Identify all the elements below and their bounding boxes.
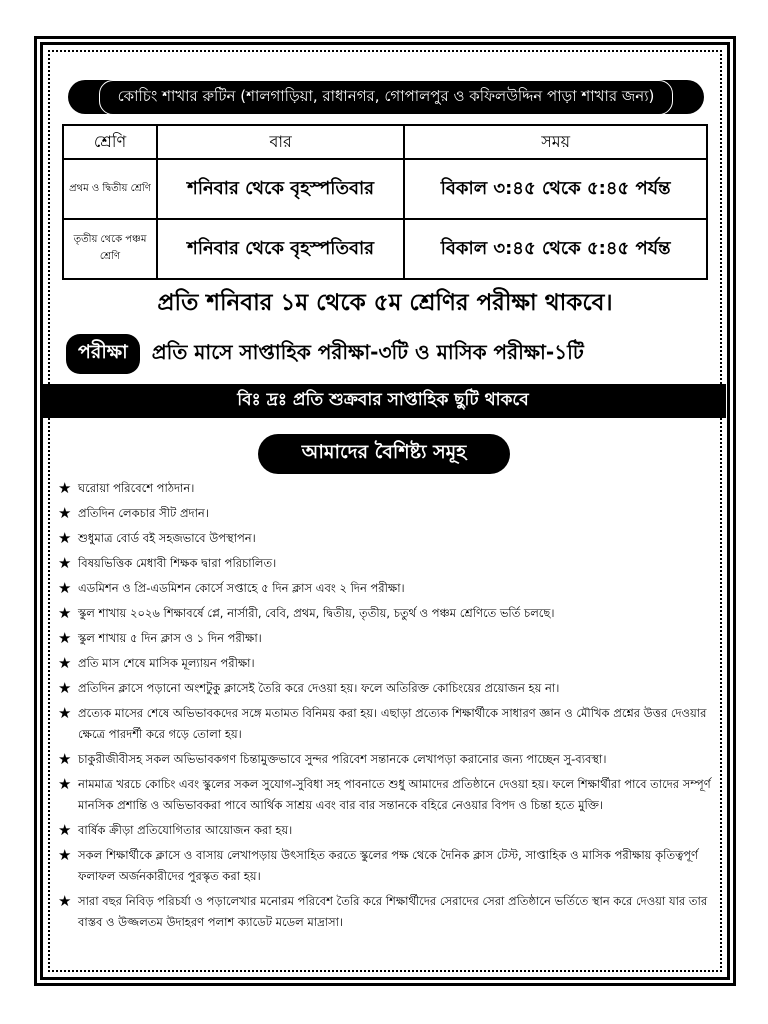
feature-text: স্কুল শাখায় ৫ দিন ক্লাস ও ১ দিন পরীক্ষা।	[78, 631, 262, 645]
feature-text: শুধুমাত্র বোর্ড বই সহজভাবে উপস্থাপন।	[78, 531, 256, 545]
star-icon: ★	[58, 654, 72, 672]
list-item	[58, 503, 712, 524]
list-item	[58, 891, 712, 933]
list-item	[58, 603, 712, 624]
list-item	[58, 749, 712, 770]
list-item	[58, 774, 712, 816]
star-icon: ★	[58, 579, 72, 597]
star-icon: ★	[58, 554, 72, 572]
feature-text: এডমিশন ও প্রি-এডমিশন কোর্সে সপ্তাহে ৫ দিন ক্লাস এবং ২ দিন পরীক্ষা।	[78, 581, 405, 595]
feature-text: নামমাত্র খরচে কোচিং এবং স্কুলের সকল সুযোগ-সুবিধা সহ পাবনাতে শুধু আমাদের প্রতিষ্ঠানে দেওয়া হয়। ফলে শিক্ষার্থীরা পাবে তাদের সম্পূর্ণ মানসিক প্রশান্তি ও অভিভাবকরা পাবে আর্থিক সাশ্রয় এবং বার বার সন্তানকে বহিরে নেওয়ার বিপদ ও চিন্তা হতে মুক্তি।	[78, 777, 711, 812]
star-icon: ★	[58, 775, 72, 793]
feature-text: সকল শিক্ষার্থীকে ক্লাসে ও বাসায় লেখাপড়ায় উৎসাহিত করতে স্কুলের পক্ষ থেকে দৈনিক ক্লাস টেস্ট, সাপ্তাহিক ও মাসিক পরীক্ষায় কৃতিত্বপূর্ণ ফলাফল অর্জনকারীদের পুরস্কৃত করা হয়।	[78, 848, 699, 883]
feature-text: বিষয়ভিত্তিক মেধাবী শিক্ষক দ্বারা পরিচালিত।	[78, 556, 277, 570]
star-icon: ★	[58, 846, 72, 864]
feature-text: প্রতিদিন ক্লাসে পড়ানো অংশটুকু ক্লাসেই তৈরি করে দেওয়া হয়। ফলে অতিরিক্ত কোচিংয়ের প্রয়োজন হয় না।	[78, 681, 560, 695]
features-title: আমাদের বৈশিষ্ট্য সমূহ	[258, 434, 510, 474]
holiday-note: বিঃ দ্রঃ প্রতি শুক্রবার সাপ্তাহিক ছুটি থাকবে	[40, 384, 726, 418]
saturday-exam-notice: প্রতি শনিবার ১ম থেকে ৫ম শ্রেণির পরীক্ষা থাকবে।	[157, 290, 613, 316]
feature-text: ঘরোয়া পরিবেশে পাঠদান।	[78, 481, 195, 495]
feature-text: বার্ষিক ক্রীড়া প্রতিযোগিতার আয়োজন করা হয়।	[78, 823, 293, 837]
routine-header	[68, 80, 704, 114]
list-item	[58, 628, 712, 649]
list-item	[58, 528, 712, 549]
star-icon: ★	[58, 704, 72, 722]
star-icon: ★	[58, 629, 72, 647]
feature-text: সারা বছর নিবিড় পরিচর্যা ও পড়ালেখার মনোরম পরিবেশ তৈরি করে শিক্ষার্থীদের সেরাদের সেরা প্রতিষ্ঠানে ভর্তিতে স্থান করে দেওয়া যার তার বাস্তব ও উজ্জলতম উদাহরণ পলাশ ক্যাডেট মডেল মাদ্রাসা।	[78, 894, 708, 929]
routine-table	[62, 124, 708, 280]
feature-text: স্কুল শাখায় ২০২৬ শিক্ষাবর্ষে প্লে, নার্সারী, বেবি, প্রথম, দ্বিতীয়, তৃতীয়, চতুর্থ ও পঞ্চম শ্রেণিতে ভর্তি চলছে।	[78, 606, 555, 620]
day-cell: শনিবার থেকে বৃহস্পতিবার	[157, 219, 404, 279]
table-row	[63, 219, 707, 279]
feature-text: প্রতি মাস শেষে মাসিক মূল্যায়ন পরীক্ষা।	[78, 656, 255, 670]
list-item	[58, 703, 712, 745]
star-icon: ★	[58, 504, 72, 522]
day-cell: শনিবার থেকে বৃহস্পতিবার	[157, 159, 404, 219]
exam-badge: পরীক্ষা	[66, 334, 140, 374]
star-icon: ★	[58, 604, 72, 622]
star-icon: ★	[58, 821, 72, 839]
time-cell: বিকাল ৩:৪৫ থেকে ৫:৪৫ পর্যন্ত	[404, 159, 707, 219]
list-item	[58, 578, 712, 599]
star-icon: ★	[58, 529, 72, 547]
feature-text: প্রত্যেক মাসের শেষে অভিভাবকদের সঙ্গে মতামত বিনিময় করা হয়। এছাড়া প্রত্যেক শিক্ষার্থীকে সাধারণ জ্ঞান ও মৌখিক প্রশ্নের উত্তর দেওয়ার ক্ষেত্রে পারদর্শী করে গড়ে তোলা হয়।	[78, 706, 707, 741]
time-cell: বিকাল ৩:৪৫ থেকে ৫:৪৫ পর্যন্ত	[404, 219, 707, 279]
exam-text: প্রতি মাসে সাপ্তাহিক পরীক্ষা-৩টি ও মাসিক পরীক্ষা-১টি	[151, 339, 584, 364]
list-item	[58, 478, 712, 499]
features-list	[58, 478, 712, 937]
feature-text: প্রতিদিন লেকচার সীট প্রদান।	[78, 506, 209, 520]
list-item	[58, 678, 712, 699]
class-cell: প্রথম ও দ্বিতীয় শ্রেণি	[63, 159, 157, 219]
star-icon: ★	[58, 892, 72, 910]
routine-header-title: কোচিং শাখার রুটিন (শালগাড়িয়া, রাধানগর, গোপালপুর ও কফিলউদ্দিন পাড়া শাখার জন্য)	[99, 80, 674, 115]
table-row	[63, 159, 707, 219]
column-header-time: সময়	[404, 125, 707, 159]
star-icon: ★	[58, 750, 72, 768]
list-item	[58, 820, 712, 841]
list-item	[58, 653, 712, 674]
column-header-class: শ্রেণি	[63, 125, 157, 159]
table-header-row	[63, 125, 707, 159]
list-item	[58, 553, 712, 574]
star-icon: ★	[58, 479, 72, 497]
list-item	[58, 845, 712, 887]
class-cell: তৃতীয় থেকে পঞ্চম শ্রেণি	[63, 219, 157, 279]
exam-info	[66, 334, 706, 374]
star-icon: ★	[58, 679, 72, 697]
column-header-day: বার	[157, 125, 404, 159]
feature-text: চাকুরীজীবীসহ সকল অভিভাবকগণ চিন্তামুক্তভাবে সুন্দর পরিবেশ সন্তানকে লেখাপড়া করানোর জন্য পাচ্ছেন সু-ব্যবস্থা।	[78, 752, 607, 766]
